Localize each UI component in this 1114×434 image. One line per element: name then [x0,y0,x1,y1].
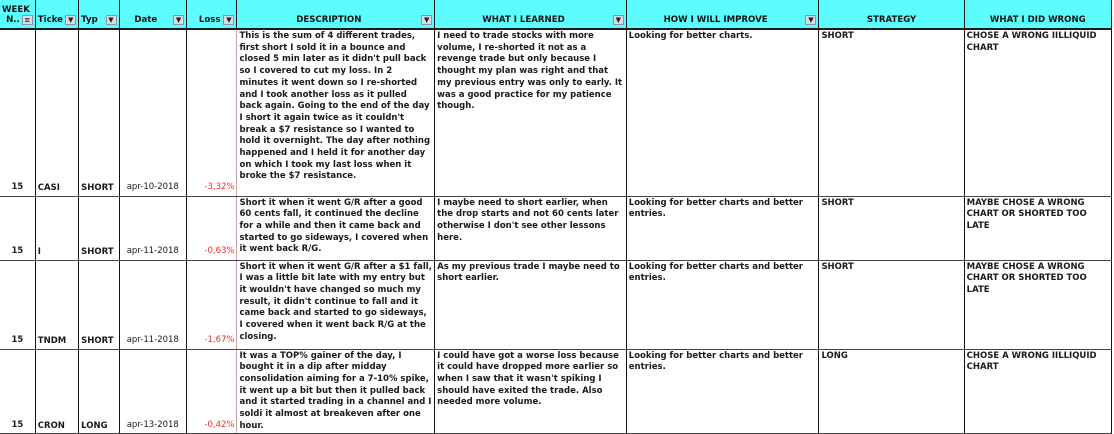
header-loss[interactable] [187,0,237,29]
dropdown-arrow-icon[interactable]: ▼ [173,15,184,25]
cell-description[interactable]: It was a TOP% gainer of the day, I bought it in a dip after midday consolidation aiming for a 7-10% spike, it went up a bit but then it pulled back and it started trading in a channel and I soldi it almost at breakeven after one hour. [237,349,435,434]
cell-ticker[interactable]: I [35,196,78,260]
cell-learned[interactable]: I could have got a worse loss because it could have dropped more earlier so when I saw that it wasn't spiking I should have exited the trade. Also needed more volume. [435,349,627,434]
header-week[interactable] [0,0,35,29]
cell-week[interactable]: 15 [0,260,35,349]
dropdown-arrow-icon[interactable]: ▼ [65,15,76,25]
header-improve-label: HOW I WILL IMPROVE [663,15,768,25]
dropdown-arrow-icon[interactable]: ▼ [223,15,234,25]
cell-improve[interactable]: Looking for better charts and better entries. [626,260,819,349]
dropdown-arrow-icon[interactable]: ▼ [106,15,117,25]
table-row [0,260,1112,349]
cell-ticker[interactable]: CRON [35,349,78,434]
header-week-line1: WEEK [2,5,30,15]
cell-loss[interactable]: -1,67% [187,260,237,349]
cell-strategy[interactable]: SHORT [819,196,964,260]
header-wrong [964,0,1111,29]
header-date-label: Date [134,15,158,25]
cell-date[interactable]: apr-11-2018 [119,196,187,260]
cell-description[interactable]: Short it when it went G/R after a $1 fall, I was a little bit late with my entry but it wouldn't have changed so much my result, it didn't continue to fall and it came back and started to go sideways, I covered when it went back R/G at the closing. [237,260,435,349]
cell-wrong[interactable]: CHOSE A WRONG IILLIQUID CHART [964,29,1111,196]
table-row [0,349,1112,434]
cell-loss[interactable]: -0,63% [187,196,237,260]
cell-wrong[interactable]: MAYBE CHOSE A WRONG CHART OR SHORTED TOO LATE [964,196,1111,260]
header-row [0,0,1112,29]
header-description-label: DESCRIPTION [296,15,362,25]
cell-description[interactable]: Short it when it went G/R after a good 60 cents fall, it continued the decline for a while and then it came back and started to go sideways, I covered when it went back R/G. [237,196,435,260]
cell-type[interactable]: LONG [79,349,119,434]
cell-ticker[interactable]: TNDM [35,260,78,349]
table-row [0,196,1112,260]
cell-ticker[interactable]: CASI [35,29,78,196]
header-learned[interactable] [435,0,627,29]
header-loss-label: Loss [198,15,221,25]
cell-learned[interactable]: I maybe need to short earlier, when the drop starts and not 60 cents later otherwise I don't see other lessons here. [435,196,627,260]
header-strategy-label: STRATEGY [866,15,917,25]
cell-date[interactable]: apr-10-2018 [119,29,187,196]
dropdown-arrow-icon[interactable]: ▼ [613,15,624,25]
cell-learned[interactable]: As my previous trade I maybe need to short earlier. [435,260,627,349]
cell-strategy[interactable]: SHORT [819,260,964,349]
header-type-label: Typ [81,15,98,25]
dropdown-arrow-icon[interactable]: ▼ [421,15,432,25]
cell-date[interactable]: apr-13-2018 [119,349,187,434]
cell-week[interactable]: 15 [0,349,35,434]
cell-type[interactable]: SHORT [79,29,119,196]
header-type[interactable] [79,0,119,29]
cell-strategy[interactable]: SHORT [819,29,964,196]
header-week-line2: N.. [6,15,20,25]
header-strategy [819,0,964,29]
cell-type[interactable]: SHORT [79,196,119,260]
filter-funnel-icon[interactable]: ≡ [22,15,33,25]
cell-week[interactable]: 15 [0,196,35,260]
cell-improve[interactable]: Looking for better charts. [626,29,819,196]
cell-wrong[interactable]: CHOSE A WRONG IILLIQUID CHART [964,349,1111,434]
cell-learned[interactable]: I need to trade stocks with more volume, I re-shorted it not as a revenge trade but only because I thought my plan was right and that my previous entry was only to early. It was a good practice for my patience though. [435,29,627,196]
cell-loss[interactable]: -3,32% [187,29,237,196]
header-description[interactable] [237,0,435,29]
cell-date[interactable]: apr-11-2018 [119,260,187,349]
cell-loss[interactable]: -0,42% [187,349,237,434]
header-improve[interactable] [626,0,819,29]
dropdown-arrow-icon[interactable]: ▼ [805,15,816,25]
cell-description[interactable]: This is the sum of 4 different trades, first short I sold it in a bounce and closed 5 min later as it didn't pull back so I covered to cut my loss. In 2 minutes it went down so I re-shorted and I took another loss as it pulled back again. Going to the end of the day I short it again twice as it couldn't break a $7 resistance so I wanted to hold it overnight. The day after nothing happened and I held it for another day on which I took my last loss when it broke the $7 resistance. [237,29,435,196]
header-ticker-label: Ticke [37,15,64,25]
cell-improve[interactable]: Looking for better charts and better entries. [626,349,819,434]
table-row [0,29,1112,196]
cell-improve[interactable]: Looking for better charts and better entries. [626,196,819,260]
cell-strategy[interactable]: LONG [819,349,964,434]
header-date[interactable] [119,0,187,29]
cell-type[interactable]: SHORT [79,260,119,349]
header-wrong-label: WHAT I DID WRONG [989,15,1086,25]
cell-week[interactable]: 15 [0,29,35,196]
header-ticker[interactable] [35,0,78,29]
header-learned-label: WHAT I LEARNED [482,15,565,25]
cell-wrong[interactable]: MAYBE CHOSE A WRONG CHART OR SHORTED TOO LATE [964,260,1111,349]
